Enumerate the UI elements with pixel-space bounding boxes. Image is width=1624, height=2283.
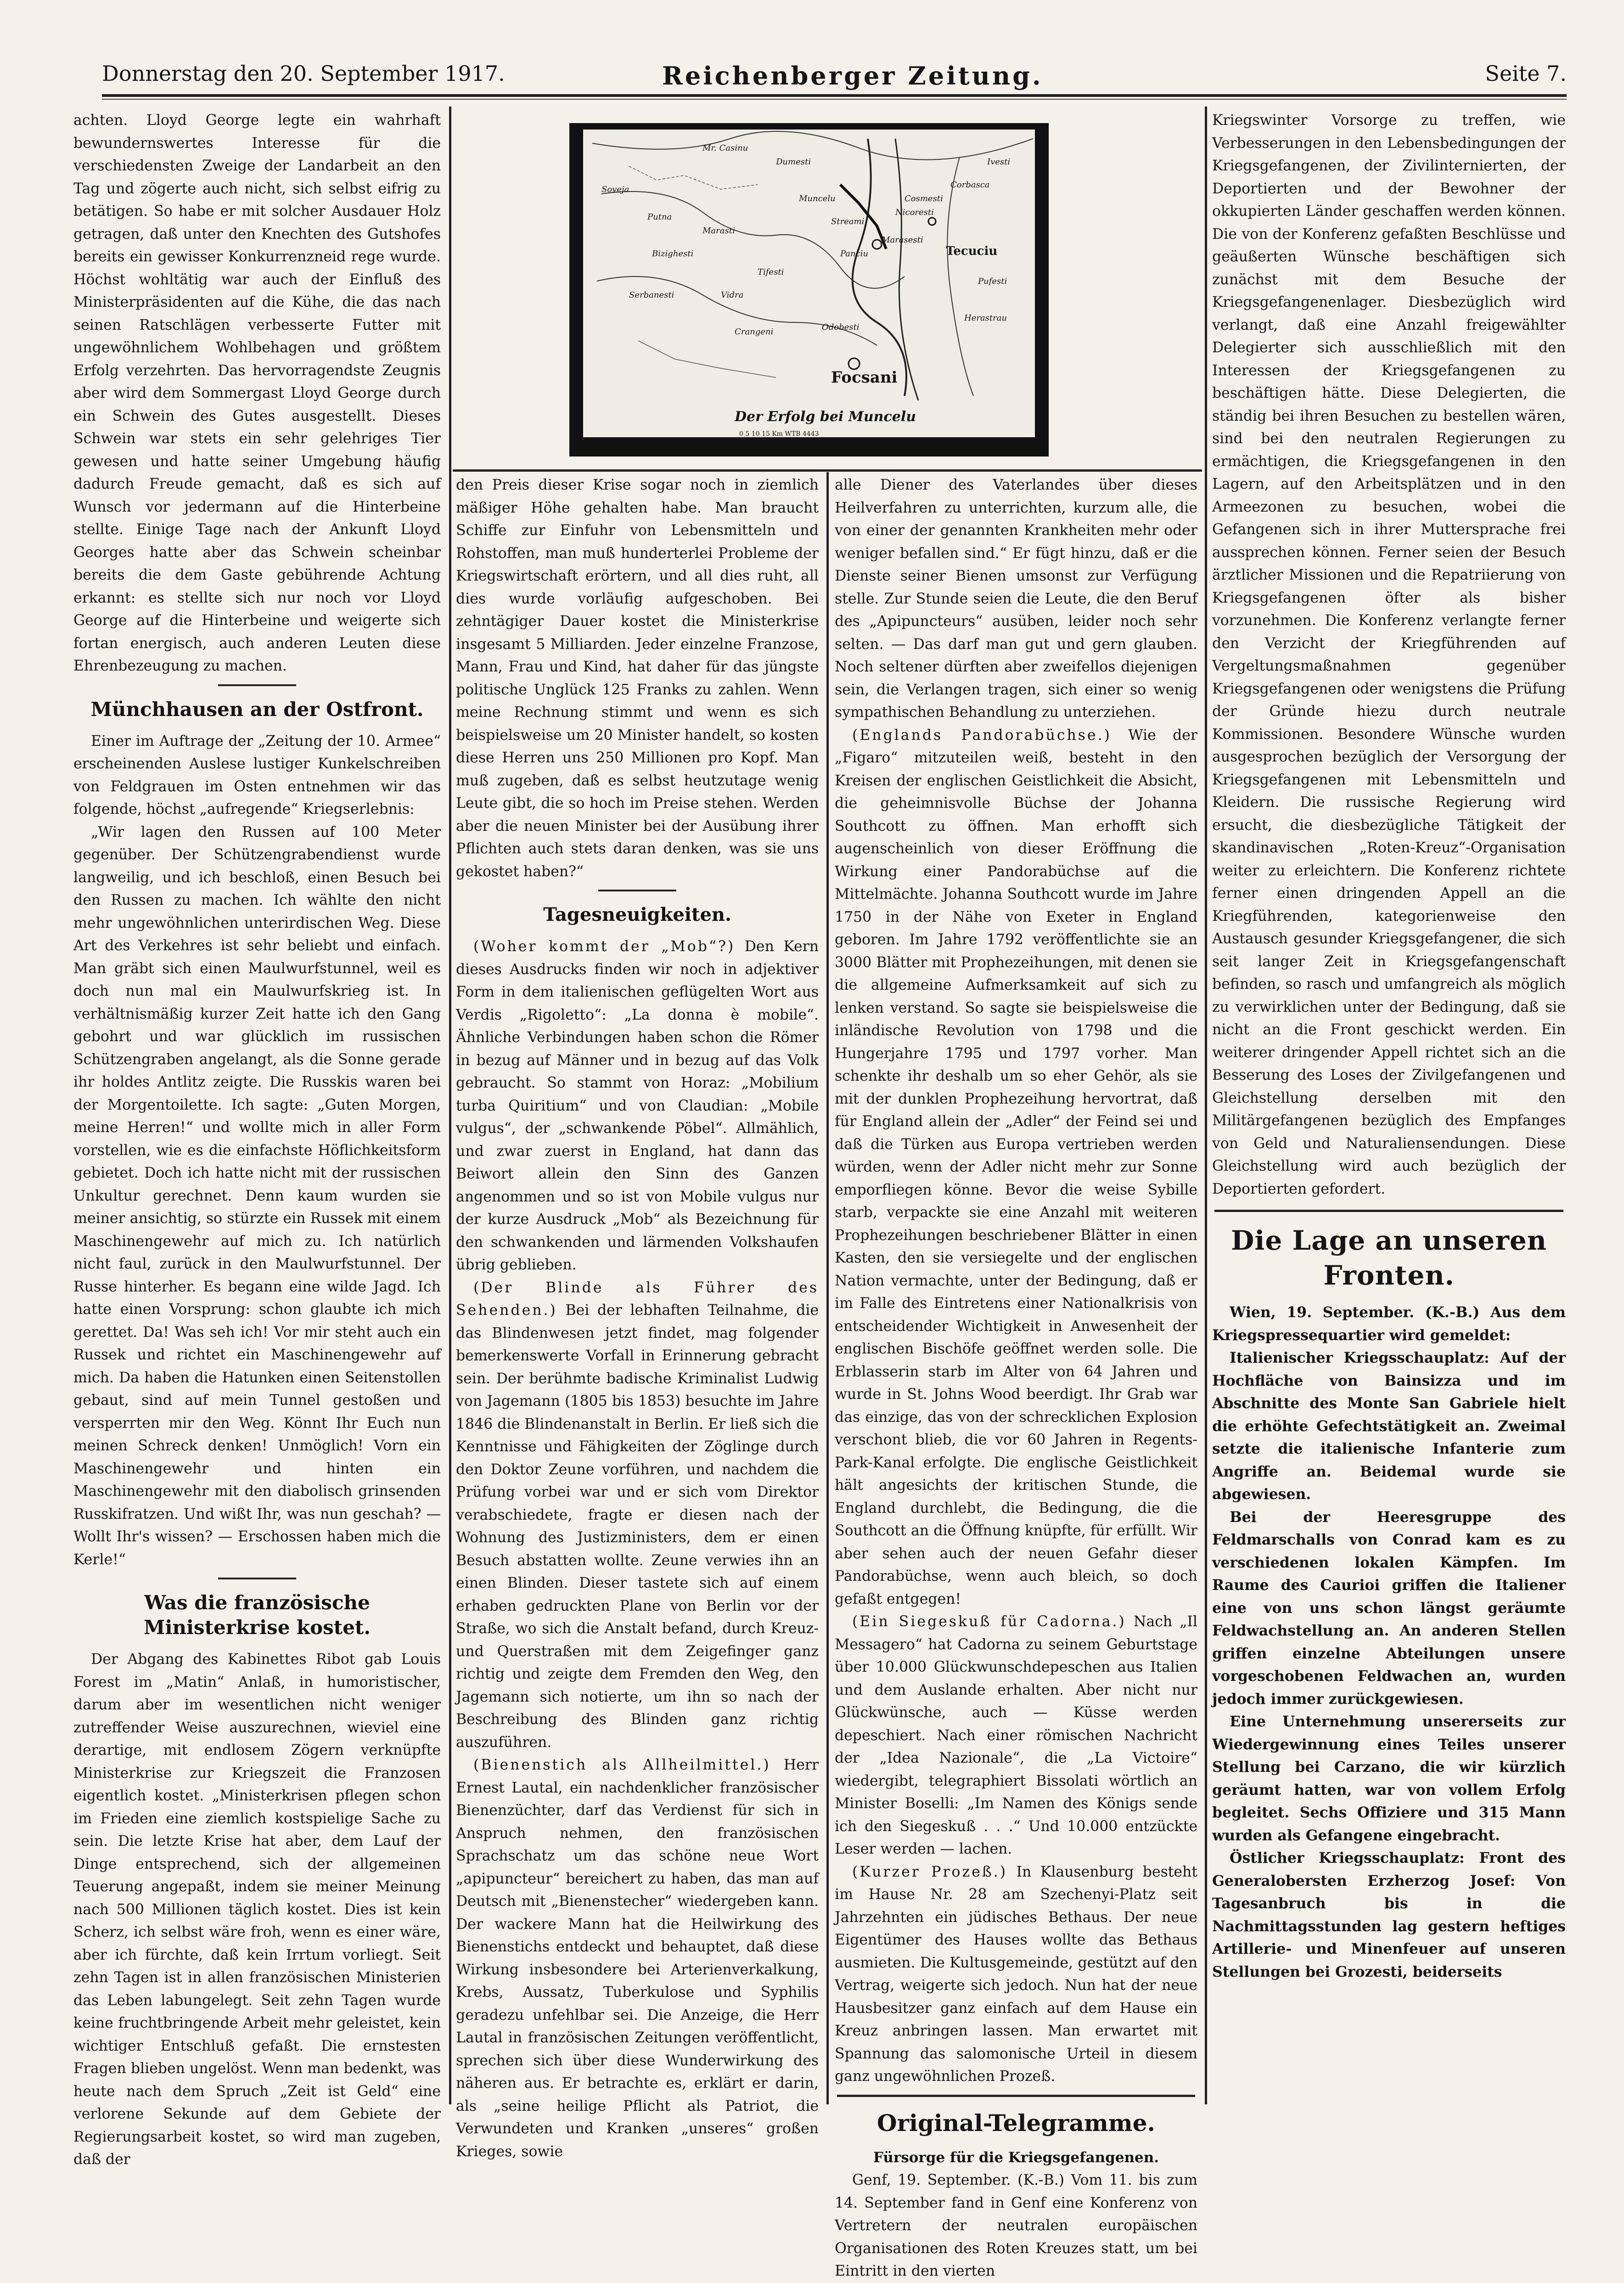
subheading-kriegsgefangene: Fürsorge für die Kriegsgefangenen. <box>873 2149 1159 2166</box>
column-rule-2 <box>826 472 829 2104</box>
separator <box>598 890 676 891</box>
item-pandorabuechse: (Englands Pandorabüchse.) Wie der „Figaro“ mitzuteilen weiß, besteht in den Kreisen der englischen Geistlichkeit die Absicht, die geheimnisvolle Büchse der Johanna Southcott zu öffnen. Man erhofft sich augenscheinlich von dieser Eröffnung die Wirkung einer Pandorabüchse auf die Mittelmächte. Johanna Southcott wurde im Jahre 1750 in der Nähe von Exeter in England geboren. Im Jahre 1792 veröffentlichte sie an 3000 Blätter mit Prophezeihungen, mit denen sie die allgemeine Aufmerksamkeit auf sich zu lenken verstand. So sagte sie beispielsweise die inländische Revolution von 1798 und die Hungerjahre 1795 und 1797 vorher. Man schenkte ihr deshalb um so eher Gehör, als sie mit der dunklen Prophezeihung hervortrat, daß für England allein der „Adler“ der Feind sei und daß die Türken aus Europa vertrieben werden würden, wenn der Adler nicht mehr zur Sonne emporfliegen könne. Bevor die weise Sybille starb, verpackte sie eine Anzahl mit weiteren Prophezeihungen beschriebener Blätter in einen Kasten, den sie versiegelte und der englischen Nation vermachte, unter der Bedingung, daß er im Falle des Eintretens einer Nationalkrisis von entscheidender Wichtigkeit in Anwesenheit der englischen Bischöfe geöffnet werden solle. Die Erblasserin starb im Alter von 64 Jahren und wurde in St. Johns Wood beerdigt. Ihr Grab war das einzige, das von der schrecklichen Explosion verschont blieb, die vor 60 Jahren in Regents-Park-Kanal erfolgte. Die englische Geistlichkeit hält angesichts der kritischen Stunde, die England durchlebt, die Bedingung, die die Southcott an die Öffnung knüpfte, für erfüllt. Wir aber sehen auch der neuen Gefahr dieser Pandorabüchse, wenn auch bleich, so doch gefaßt entgegen! <box>835 727 1197 1607</box>
newspaper-title: Reichenberger Zeitung. <box>662 61 1043 90</box>
article-lloyd-george-end: achten. Lloyd George legte ein wahrhaft bewundernswertes Interesse für die verschiedensten Zweige der Landarbeit an den Tag und zögerte auch nicht, sich selbst eifrig zu betätigen. So habe er mit solcher Ausdauer Holz getragen, daß unter den Knechten des Gutshofes bereits ein gewisser Konkurrenzneid rege wurde. Höchst wohltätig war auch der Einfluß des Ministerpräsidenten auf die Kühe, die das nach seinen Ratschlägen verbesserte Futter mit ungewöhnlichem Wohlbehagen und größtem Erfolg verzehrten. Das hervorragendste Zeugnis aber wird dem Sommergast Lloyd George durch ein Schwein des Gutes ausgestellt. Dieses Schwein war stets ein sehr gelehriges Tier gewesen und hatte seiner Umgebung häufig dadurch Freude gemacht, daß es sich auf Wunsch vor jedermann auf die Hinterbeine stellte. Einige Tage nach der Ankunft Lloyd Georges hatte aber das Schwein scheinbar bereits die dem Gaste gebührende Achtung erkannt: es stellte sich nur noch vor Lloyd George auf die Hinterbeine und weigerte sich fortan energisch, auch anderen Leuten diese Ehrenbezeugung zu machen. <box>73 112 441 674</box>
separator <box>1214 1210 1563 1212</box>
map-label: Cosmesti <box>905 194 943 203</box>
column-rule-3 <box>1205 107 1207 2104</box>
map-label: Muncelu <box>799 194 836 203</box>
map-label: Vidra <box>721 290 744 300</box>
map-label: Dumesti <box>776 157 811 167</box>
column-1 <box>73 109 441 2171</box>
war-map <box>569 123 1049 457</box>
italian-front: Italienischer Kriegsschauplatz: Auf der Hochfläche von Bainsizza und im Abschnitte des Monte San Gabriele hielt die erhöhte Gefechtstätigkeit an. Zweimal setzte die italienische Infanterie zum Angriffe an. Beidemal wurde sie abgewiesen. <box>1212 1349 1566 1503</box>
ministerkrise-text: Der Abgang des Kabinettes Ribot gab Louis Forest im „Matin“ Anlaß, in humoristischer, darum aber im wesentlichen nicht weniger zutreffender Weise auszurechnen, wieviel eine derartige, mit endlosem Zögern verknüpfte Ministerkrise zur Kriegszeit die Franzosen eigentlich kostet. „Ministerkrisen pflegen schon im Frieden eine ziemlich kostspielige Sache zu sein. Die letzte Krise hat aber, dem Lauf der Dinge entsprechend, sich der allgemeinen Teuerung angepaßt, indem sie meiner Meinung nach 500 Millionen täglich kostet. Dies ist kein Scherz, ich selbst wäre froh, wenn es einer wäre, aber ich fürchte, daß kein Irrtum vorliegt. Seit zehn Tagen ist in allen französischen Ministerien das Leben labungelegt. Seit zehn Tagen wurde keine fruchtbringende Arbeit mehr geleistet, kein wichtiger Entschluß gefaßt. Die ernstesten Fragen blieben ungelöst. Wenn man bedenkt, was heute nach dem Spruch „Zeit ist Geld“ eine verlorene Sekunde auf dem Gebiete der Regierungsarbeit kostet, so wird man zugeben, daß der <box>73 1651 441 2168</box>
map-label: Odobesti <box>822 322 860 332</box>
map-label: Mr. Casinu <box>702 143 748 153</box>
map-label: Putna <box>647 212 672 222</box>
heading-lage-fronten: Die Lage an unseren Fronten. <box>1231 1225 1547 1291</box>
column-rule-1 <box>449 107 451 2104</box>
map-label: Tecuciu <box>946 244 998 258</box>
eastern-front: Östlicher Kriegsschauplatz: Front des Generalobersten Erzherzog Josef: Von Tagesanbruch bis in die Nachmittagsstunden lag gestern heftiges Artillerie- und Minenfeuer auf unseren Stellungen bei Grozesti, beiderseits <box>1212 1849 1566 1980</box>
wien-report-intro: Wien, 19. September. (K.-B.) Aus dem Kriegspressequartier wird gemeldet: <box>1212 1304 1566 1344</box>
item-kurzer-prozess: (Kurzer Prozeß.) In Klausenburg besteht im Hause Nr. 28 am Szechenyi-Platz seit Jahrzehnten ein jüdisches Bethaus. Der neue Eigentümer des Hauses wollte das Bethaus ausmieten. Die Kultusgemeinde, gestützt auf den Vertrag, weigerte sich jedoch. Nun hat der neue Hausbesitzer ganz einfach auf dem Hause ein Kreuz anbringen lassen. Man erwartet mit Spannung das salomonische Urteil in diesem ganz ungewöhnlichen Prozeß. <box>835 1863 1197 2085</box>
heading-original-telegramme: Original-Telegramme. <box>877 2109 1155 2136</box>
map-label: Marasti <box>702 226 735 236</box>
separator <box>837 2095 1195 2097</box>
column-4 <box>1212 109 1566 1983</box>
map-label: Nicoresti <box>895 208 934 217</box>
muenchhausen-story: „Wir lagen den Russen auf 100 Meter gegenüber. Der Schützengrabendienst wurde langweilig, und ich beschloß, einen Besuch bei den Russen zu machen. Ich wählte den nicht mehr ungewöhnlichen unterirdischen Weg. Diese Art des Verkehres ist sehr beliebt und einfach. Man gräbt sich einen Maulwurfstunnel, weil es doch nun mal ein Maulwurfskrieg ist. In verhältnismäßig kurzer Zeit hatte ich den Gang gebohrt und war glücklich im russischen Schützengraben angelangt, als die Sonne gerade ihr holdes Antlitz zeigte. Die Russkis waren bei der Morgentoilette. Ich sagte: „Guten Morgen, meine Herren!“ und wollte mich in aller Form vorstellen, wie es die einfachste Höflichkeitsform gebietet. Doch ich hatte nicht mit der russischen Unkultur gerechnet. Denn kaum wurden sie meiner ansichtig, so stürzte ein Russek mit einem Maschinengewehr auf mich zu. Ich natürlich nicht faul, zurück in den Maulwurfstunnel. Der Russe hinterher. Es begann eine wilde Jagd. Ich hatte einen Vorsprung: schon glaubte ich mich gerettet. Da! Was seh ich! Vor mir steht auch ein Russek und richtet ein Maschinengewehr auf mich. Da haben die Hatunken einen Seitenstollen gebaut, sind auf mein Tunnel gestoßen und versperrten mir den Weg. Könnt Ihr Euch nun meinen Schreck denken! Unmöglich! Vorn ein Maschinengewehr und hinten ein Maschinengewehr mit den diabolisch grinsenden Russkifratzen. Und wißt Ihr, was nun geschah? — Wollt Ihr's wissen? — Erschossen haben mich die Kerle!“ <box>73 823 441 1568</box>
map-label: Soveja <box>601 185 629 194</box>
map-label: Panciu <box>840 249 869 259</box>
page-number: Seite 7. <box>1485 61 1567 86</box>
map-label: Herastrau <box>964 313 1007 323</box>
map-label: Corbasca <box>950 180 990 190</box>
header-rule <box>102 94 1567 97</box>
item-blinde: (Der Blinde als Führer des Sehenden.) Bei der lebhaften Teilnahme, die das Blindenwesen jetzt findet, mag folgender bemerkenswerte Vorfall in Erinnerung gebracht sein. Der berühmte badische Kriminalist Ludwig von Jagemann (1805 bis 1853) besuchte im Jahre 1846 die Blindenanstalt in Berlin. Er ließ sich die Kenntnisse und Fähigkeiten der Zöglinge durch den Doktor Zeune vorführen, und nachdem die Prüfung vorbei war und er sich vom Direktor verabschiedete, fragte er diesen nach der Wohnung des Justizministers, dem er einen Besuch abstatten wollte. Zeune verwies ihn an einen Blinden. Dieser tastete sich auf einem erhaben gedruckten Plane von Berlin vor der Straße, wo sich die Anstalt befand, durch Kreuz- und Querstraßen mit dem Zeigefinger ganz richtig und zeigte dem Fremden den Weg, den Jagemann sich notierte, um ihn so nach der Beschreibung des Blinden ganz richtig auszuführen. <box>456 1279 819 1751</box>
map-area <box>583 130 1035 437</box>
map-label: Tifesti <box>758 267 784 277</box>
item-mob: (Woher kommt der „Mob“?) Den Kern dieses Ausdrucks finden wir noch in adjektiver Form in dem italienischen geflügelten Wort aus Verdis „Rigoletto“: „La donna è mobile“. Ähnliche Verbindungen haben schon die Römer in bezug auf Männer und in bezug auf das Volk gebraucht. So stammt von Horaz: „Mobilium turba Quiritium“ und von Claudian: „Mobile vulgus“, der „schwankende Pöbel“. Allmählich, und zwar zuerst in England, hat dann das Beiwort allein den Sinn des Ganzen angenommen und so ist von Mobile vulgus nur der kurze Ausdruck „Mob“ als Bezeichnung für den schwankenden und lärmenden Volkshaufen übrig geblieben. <box>456 938 819 1273</box>
map-drawing <box>583 130 1035 400</box>
map-label: Streami <box>831 217 865 226</box>
map-label: Ivesti <box>987 157 1011 167</box>
heading-ministerkrise: Was die französische Ministerkrise kostet. <box>144 1591 371 1639</box>
header-date: Donnerstag den 20. September 1917. <box>102 61 505 86</box>
muenchhausen-intro: Einer im Auftrage der „Zeitung der 10. Armee“ erscheinenden Auslese lustiger Kunkelschreiben von Feldgrauen im Osten entnehmen wir das folgende, höchst „aufregende“ Kriegserlebnis: <box>73 733 441 817</box>
item-bienenstich: (Bienenstich als Allheilmittel.) Herr Ernest Lautal, ein nachdenklicher französischer Bienenzüchter, darf das Verdienst für sich in Anspruch nehmen, den französischen Sprachschatz um das schöne neue Wort „apipuncteur“ bereichert zu haben, das man auf Deutsch mit „Bienenstecher“ wiedergeben kann. Der wackere Mann hat die Heilwirkung des Bienenstichs entdeckt und behauptet, daß diese Wirkung insbesondere bei Arterienverkalkung, Krebs, Aussatz, Tuberkulose und Syphilis geradezu unfehlbar sei. Die Anzeige, die Herr Lautal in französischen Zeitungen veröffentlicht, sprechen sich über diese Wunderwirkung des näheren aus. Er betrachte es, erklärt er darin, als „seine heilige Pflicht als Patriot, die Verwundeten und Kranken „unseres“ großen Krieges, sowie <box>456 1757 819 2160</box>
column-2 <box>456 474 819 2163</box>
map-caption: Der Erfolg bei Muncelu <box>735 409 916 425</box>
heading-muenchhausen: Münchhausen an der Ostfront. <box>90 698 424 721</box>
masthead <box>102 50 1567 109</box>
item-siegeskuss: (Ein Siegeskuß für Cadorna.) Nach „Il Messagero“ hat Cadorna zu seinem Geburtstage über 10.000 Glückwunschdepeschen aus Italien und dem Auslande erhalten. Aber nicht nur Glückwünsche, auch — Küsse werden depeschiert. Nach einer römischen Nachricht der „Idea Nazionale“, die „La Victoire“ wiedergibt, telegraphiert Bissolati wörtlich an Minister Boselli: „Im Namen des Königs sende ich den Siegeskuß . . .“ Und 10.000 entzückte Leser werden — lachen. <box>835 1613 1198 1857</box>
map-scale: 0 5 10 15 Km WTB 4443 <box>739 430 819 437</box>
column-3 <box>835 474 1197 2283</box>
genf-continued: Kriegswinter Vorsorge zu treffen, wie Verbesserungen in den Lebensbedingungen der Kriegsgefangenen, der Zivilinternierten, der Deportierten und der Bewohner der okkupierten Länder geschaffen werden können. Die von der Konferenz gefaßten Beschlüsse und geäußerten Wünsche beschäftigen sich zunächst mit dem Besuche der Kriegsgefangenenlager. Diesbezüglich wird verlangt, daß eine Anzahl freigewählter Delegierter sich ausschließlich mit den Interessen der Kriegsgefangenen zu beschäftigen hätte. Diese Delegierten, die ständig bei ihren Besuchen zu bestellen wären, sind bei den neutralen Regierungen zu ermächtigen, die Kriegsgefangenen in den Lagern, auf den Arbeitsplätzen und in den Armeezonen zu besuchen, wobei die Gefangenen sich in ihrer Muttersprache frei aussprechen können. Ferner seien der Besuch ärztlicher Missionen und die Repatriierung von Kriegsgefangenen öfter als bisher vorzunehmen. Die Konferenz verlangte ferner den Verzicht der Kriegführenden auf Vergeltungsmaßnahmen gegenüber Kriegsgefangenen oder wenigstens die Prüfung der Gründe hiezu durch neutrale Kommissionen. Besondere Wünsche wurden ausgesprochen bezüglich der Versorgung der Kriegsgefangenen mit Lebensmitteln und Kleidern. Die russische Regierung wird ersucht, die diesbezügliche Tätigkeit der skandinavischen „Roten-Kreuz“-Organisation weiter zu erleichtern. Die Konferenz richtete ferner einen dringenden Appell an die Kriegführenden, kategorienweise den Austausch gesunder Kriegsgefangener, die sich seit langer Zeit in Kriegsgefangenschaft befinden, so rasch und umfangreich als möglich zu verwirklichen unter der Bedingung, daß sie nicht an die Front geschickt werden. Ein weiterer dringender Appell richtet sich an die Besserung des Loses der Zivilgefangenen und Gleichstellung derselben mit den Militärgefangenen bezüglich des Empfanges von Geld und Naturaliensendungen. Diese Gleichstellung wird auch bezüglich der Deportierten gefordert. <box>1212 112 1566 1197</box>
conrad-front: Bei der Heeresgruppe des Feldmarschalls von Conrad kam es zu verschiedenen lokalen Kämpfen. Im Raume des Caurioi griffen die Italiener eine von uns schon längst geräumte Feldwachstellung an. An anderen Stellen griffen einzelne Abteilungen unsere vorgeschobenen Feldwachen an, wurden jedoch immer zurückgewiesen. <box>1212 1508 1566 1708</box>
map-label: Bizighesti <box>652 249 694 259</box>
bienenstich-continued: alle Diener des Vaterlandes über dieses Heilverfahren zu unterrichten, kurzum alle, die von einer der genannten Krankheiten mehr oder weniger befallen sind.“ Er fügt hinzu, daß er die Dienste seiner Bienen umsonst zur Verfügung stelle. Zur Stunde seien die Leute, die den Beruf des „Apipuncteurs“ ausüben, leider noch sehr selten. — Das darf man gut und gern glauben. Noch seltener dürften aber zweifellos diejenigen sein, die Verlangen tragen, sich einer so wenig sympathischen Behandlung zu unterziehen. <box>835 477 1197 721</box>
carzano-success: Eine Unternehmung unsererseits zur Wiedergewinnung eines Teiles unserer Stellung bei Carzano, die wir kürzlich geräumt hatten, war von vollem Erfolg begleitet. Sechs Offiziere und 315 Mann wurden als Gefangene eingebracht. <box>1212 1713 1566 1844</box>
header-rule-thin <box>102 99 1567 100</box>
map-label: Focsani <box>831 368 898 387</box>
map-bottom-rule <box>453 469 1202 472</box>
separator <box>218 684 296 686</box>
map-label: Crangeni <box>735 327 774 337</box>
ministerkrise-continued: den Preis dieser Krise sogar noch in ziemlich mäßiger Höhe gehalten habe. Man braucht Schiffe zur Einfuhr von Lebensmitteln und Rohstoffen, man muß hunderterlei Probleme der Kriegswirtschaft erörtern, und all dies ruht, all dies wurde vorläufig aufgeschoben. Bei zehntägiger Dauer kostet die Ministerkrise insgesamt 5 Milliarden. Jeder einzelne Franzose, Mann, Frau und Kind, hat daher für das jüngste politische Unglück 125 Franks zu zahlen. Wenn meine Rechnung stimmt und wenn es sich beispielsweise um 20 Minister handelt, so kosten diese Herren uns 250 Millionen pro Kopf. Man muß zugeben, daß es selbst heutzutage wenig Leute gibt, die so hoch im Preise stehen. Werden aber die neuen Minister bei der Ausübung ihrer Pflichten auch stets daran denken, was sie uns gekostet haben?“ <box>456 477 819 880</box>
separator <box>218 1578 296 1579</box>
map-label: Serbanesti <box>629 290 674 300</box>
heading-tagesneuigkeiten: Tagesneuigkeiten. <box>543 904 731 925</box>
telegram-genf: Genf, 19. September. (K.-B.) Vom 11. bis zum 14. September fand in Genf eine Konferenz von Vertretern der neutralen europäischen Organisationen des Roten Kreuzes statt, um bei Eintritt in den vierten <box>835 2172 1197 2279</box>
map-label: Marasesti <box>882 235 923 245</box>
map-label: Pufesti <box>978 276 1007 286</box>
